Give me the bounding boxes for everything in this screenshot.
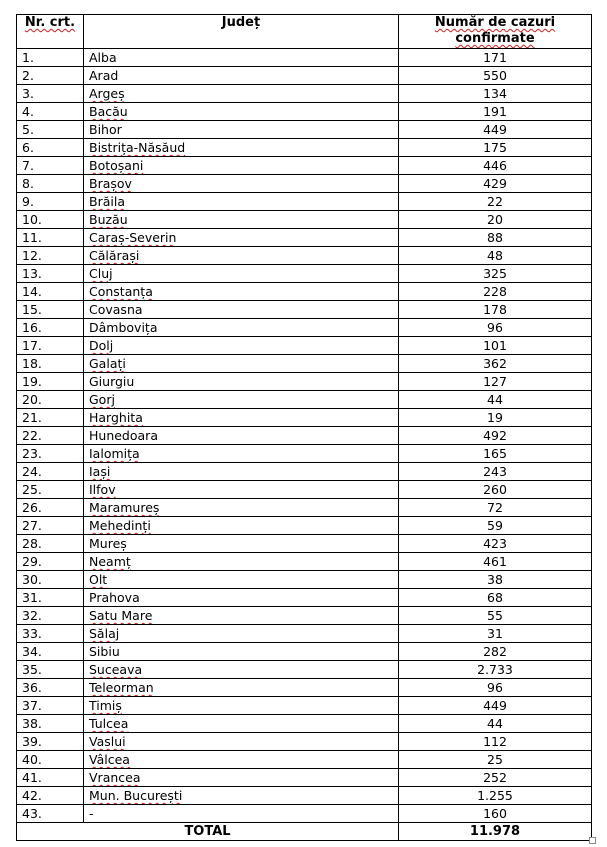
county-name-cell — [84, 661, 399, 679]
county-name-cell — [84, 211, 399, 229]
row-number: 42. — [17, 787, 84, 805]
row-number: 18. — [17, 355, 84, 373]
county-name-cell — [84, 481, 399, 499]
table-resize-handle[interactable] — [589, 837, 596, 844]
confirmed-cases: 228 — [399, 283, 592, 301]
header-row — [17, 15, 592, 49]
table-row — [17, 337, 592, 355]
confirmed-cases: 243 — [399, 463, 592, 481]
row-number: 7. — [17, 157, 84, 175]
confirmed-cases: 2.733 — [399, 661, 592, 679]
table-row — [17, 247, 592, 265]
total-value: 11.978 — [399, 823, 592, 841]
table-row — [17, 733, 592, 751]
row-number: 38. — [17, 715, 84, 733]
table-row — [17, 643, 592, 661]
header-cases: Număr de cazuri confirmate — [399, 15, 592, 49]
table-row — [17, 373, 592, 391]
row-number: 39. — [17, 733, 84, 751]
header-county: Județ — [84, 15, 399, 49]
confirmed-cases: 165 — [399, 445, 592, 463]
row-number: 4. — [17, 103, 84, 121]
county-name-cell — [84, 283, 399, 301]
row-number: 3. — [17, 85, 84, 103]
county-name: Alba — [89, 50, 117, 65]
table-row — [17, 175, 592, 193]
table-row — [17, 625, 592, 643]
confirmed-cases: 171 — [399, 49, 592, 67]
table-row — [17, 301, 592, 319]
county-name: Covasna — [89, 302, 143, 317]
confirmed-cases: 160 — [399, 805, 592, 823]
county-name-cell — [84, 319, 399, 337]
table-row — [17, 139, 592, 157]
row-number: 11. — [17, 229, 84, 247]
table-row — [17, 481, 592, 499]
table-row — [17, 589, 592, 607]
county-name: Caraș-Severin — [89, 230, 177, 245]
county-name: Buzău — [89, 212, 128, 227]
table-row — [17, 661, 592, 679]
row-number: 31. — [17, 589, 84, 607]
county-name-cell — [84, 391, 399, 409]
county-name-cell — [84, 67, 399, 85]
confirmed-cases: 191 — [399, 103, 592, 121]
row-number: 19. — [17, 373, 84, 391]
table-row — [17, 121, 592, 139]
county-name-cell — [84, 751, 399, 769]
county-name: Sibiu — [89, 644, 120, 659]
table-row — [17, 553, 592, 571]
confirmed-cases: 550 — [399, 67, 592, 85]
county-name-cell — [84, 499, 399, 517]
county-name: Tulcea — [89, 716, 129, 731]
county-name: Vaslui — [89, 734, 126, 749]
county-name: Dâmbovița — [89, 320, 158, 335]
table-row — [17, 283, 592, 301]
row-number: 1. — [17, 49, 84, 67]
county-name: Satu Mare — [89, 608, 153, 623]
county-name-cell — [84, 715, 399, 733]
table-row — [17, 157, 592, 175]
county-name: Harghita — [89, 410, 143, 425]
county-name-cell — [84, 427, 399, 445]
confirmed-cases: 72 — [399, 499, 592, 517]
row-number: 30. — [17, 571, 84, 589]
county-name-cell — [84, 589, 399, 607]
county-name-cell — [84, 121, 399, 139]
county-name-cell — [84, 139, 399, 157]
table-row — [17, 391, 592, 409]
confirmed-cases: 449 — [399, 697, 592, 715]
county-name-cell — [84, 337, 399, 355]
confirmed-cases: 260 — [399, 481, 592, 499]
county-name: Brașov — [89, 176, 132, 191]
row-number: 8. — [17, 175, 84, 193]
county-name: Galați — [89, 356, 126, 371]
county-name-cell — [84, 49, 399, 67]
county-name-cell — [84, 535, 399, 553]
row-number: 36. — [17, 679, 84, 697]
county-name: Sălaj — [89, 626, 120, 641]
confirmed-cases: 252 — [399, 769, 592, 787]
row-number: 34. — [17, 643, 84, 661]
table-row — [17, 103, 592, 121]
table-row — [17, 265, 592, 283]
total-label: TOTAL — [17, 823, 399, 841]
county-name-cell — [84, 409, 399, 427]
county-name-cell — [84, 697, 399, 715]
county-name: Cluj — [89, 266, 113, 281]
table-row — [17, 805, 592, 823]
confirmed-cases: 134 — [399, 85, 592, 103]
county-name: - — [89, 806, 94, 821]
table-body — [17, 49, 592, 823]
row-number: 35. — [17, 661, 84, 679]
confirmed-cases: 1.255 — [399, 787, 592, 805]
row-number: 32. — [17, 607, 84, 625]
county-name-cell — [84, 805, 399, 823]
county-name: Argeș — [89, 86, 125, 101]
county-name-cell — [84, 373, 399, 391]
table-row — [17, 85, 592, 103]
confirmed-cases: 127 — [399, 373, 592, 391]
county-name: Călărași — [89, 248, 140, 263]
county-name: Suceava — [89, 662, 143, 677]
county-name: Vâlcea — [89, 752, 130, 767]
county-name: Iași — [89, 464, 111, 479]
county-name-cell — [84, 463, 399, 481]
table-row — [17, 751, 592, 769]
county-name-cell — [84, 679, 399, 697]
row-number: 22. — [17, 427, 84, 445]
table-row — [17, 535, 592, 553]
county-name: Timiș — [89, 698, 122, 713]
confirmed-cases: 96 — [399, 319, 592, 337]
county-name-cell — [84, 607, 399, 625]
confirmed-cases: 38 — [399, 571, 592, 589]
confirmed-cases: 44 — [399, 715, 592, 733]
row-number: 14. — [17, 283, 84, 301]
county-name-cell — [84, 193, 399, 211]
table-row — [17, 193, 592, 211]
row-number: 33. — [17, 625, 84, 643]
row-number: 37. — [17, 697, 84, 715]
county-name: Mehedinți — [89, 518, 151, 533]
table-row — [17, 715, 592, 733]
county-name: Botoșani — [89, 158, 144, 173]
table-row — [17, 445, 592, 463]
county-name-cell — [84, 733, 399, 751]
confirmed-cases: 48 — [399, 247, 592, 265]
county-name: Ialomița — [89, 446, 140, 461]
confirmed-cases: 101 — [399, 337, 592, 355]
confirmed-cases: 88 — [399, 229, 592, 247]
row-number: 20. — [17, 391, 84, 409]
county-name-cell — [84, 103, 399, 121]
table-row — [17, 409, 592, 427]
county-name: Bistrița-Năsăud — [89, 140, 186, 155]
row-number: 10. — [17, 211, 84, 229]
table-row — [17, 463, 592, 481]
confirmed-cases: 449 — [399, 121, 592, 139]
table-row — [17, 229, 592, 247]
county-name: Olt — [89, 572, 108, 587]
confirmed-cases: 461 — [399, 553, 592, 571]
county-name-cell — [84, 229, 399, 247]
row-number: 16. — [17, 319, 84, 337]
confirmed-cases: 446 — [399, 157, 592, 175]
confirmed-cases: 282 — [399, 643, 592, 661]
row-number: 6. — [17, 139, 84, 157]
confirmed-cases: 31 — [399, 625, 592, 643]
county-name: Arad — [89, 68, 119, 83]
county-name-cell — [84, 625, 399, 643]
total-row — [17, 823, 592, 841]
table-row — [17, 67, 592, 85]
table-row — [17, 697, 592, 715]
row-number: 17. — [17, 337, 84, 355]
row-number: 29. — [17, 553, 84, 571]
county-name: Mureș — [89, 536, 127, 551]
row-number: 27. — [17, 517, 84, 535]
county-name: Hunedoara — [89, 428, 158, 443]
table-row — [17, 571, 592, 589]
county-name-cell — [84, 157, 399, 175]
county-name-cell — [84, 787, 399, 805]
county-name: Ilfov — [89, 482, 116, 497]
county-name-cell — [84, 355, 399, 373]
county-name-cell — [84, 643, 399, 661]
county-name: Giurgiu — [89, 374, 135, 389]
table-row — [17, 679, 592, 697]
table-row — [17, 211, 592, 229]
row-number: 9. — [17, 193, 84, 211]
row-number: 25. — [17, 481, 84, 499]
table-row — [17, 787, 592, 805]
county-name: Teleorman — [89, 680, 154, 695]
county-name: Brăila — [89, 194, 125, 209]
confirmed-cases: 175 — [399, 139, 592, 157]
header-nr: Nr. crt. — [17, 15, 84, 49]
confirmed-cases: 59 — [399, 517, 592, 535]
row-number: 13. — [17, 265, 84, 283]
row-number: 15. — [17, 301, 84, 319]
row-number: 12. — [17, 247, 84, 265]
county-name-cell — [84, 247, 399, 265]
county-name: Mun. București — [89, 788, 183, 803]
table-row — [17, 517, 592, 535]
confirmed-cases: 22 — [399, 193, 592, 211]
county-name: Vrancea — [89, 770, 141, 785]
county-name-cell — [84, 301, 399, 319]
row-number: 43. — [17, 805, 84, 823]
county-name: Bacău — [89, 104, 128, 119]
confirmed-cases: 423 — [399, 535, 592, 553]
confirmed-cases: 112 — [399, 733, 592, 751]
confirmed-cases: 19 — [399, 409, 592, 427]
row-number: 2. — [17, 67, 84, 85]
row-number: 28. — [17, 535, 84, 553]
county-name: Dolj — [89, 338, 114, 353]
confirmed-cases: 178 — [399, 301, 592, 319]
table-row — [17, 769, 592, 787]
row-number: 41. — [17, 769, 84, 787]
confirmed-cases: 325 — [399, 265, 592, 283]
confirmed-cases: 68 — [399, 589, 592, 607]
confirmed-cases: 492 — [399, 427, 592, 445]
county-name-cell — [84, 445, 399, 463]
row-number: 40. — [17, 751, 84, 769]
table-row — [17, 49, 592, 67]
county-name: Neamț — [89, 554, 131, 569]
table-row — [17, 355, 592, 373]
confirmed-cases: 55 — [399, 607, 592, 625]
row-number: 26. — [17, 499, 84, 517]
county-name: Prahova — [89, 590, 140, 605]
row-number: 23. — [17, 445, 84, 463]
county-name: Maramureș — [89, 500, 160, 515]
county-name-cell — [84, 265, 399, 283]
county-name-cell — [84, 175, 399, 193]
confirmed-cases: 44 — [399, 391, 592, 409]
county-name-cell — [84, 517, 399, 535]
row-number: 5. — [17, 121, 84, 139]
confirmed-cases: 96 — [399, 679, 592, 697]
table-row — [17, 607, 592, 625]
confirmed-cases: 362 — [399, 355, 592, 373]
table-row — [17, 499, 592, 517]
county-name: Bihor — [89, 122, 122, 137]
county-name-cell — [84, 571, 399, 589]
county-name: Constanța — [89, 284, 153, 299]
confirmed-cases: 429 — [399, 175, 592, 193]
county-name-cell — [84, 769, 399, 787]
cases-by-county-table — [16, 14, 592, 841]
county-name-cell — [84, 553, 399, 571]
row-number: 24. — [17, 463, 84, 481]
county-name-cell — [84, 85, 399, 103]
confirmed-cases: 20 — [399, 211, 592, 229]
table-row — [17, 427, 592, 445]
confirmed-cases: 25 — [399, 751, 592, 769]
table-row — [17, 319, 592, 337]
row-number: 21. — [17, 409, 84, 427]
county-name: Gorj — [89, 392, 115, 407]
